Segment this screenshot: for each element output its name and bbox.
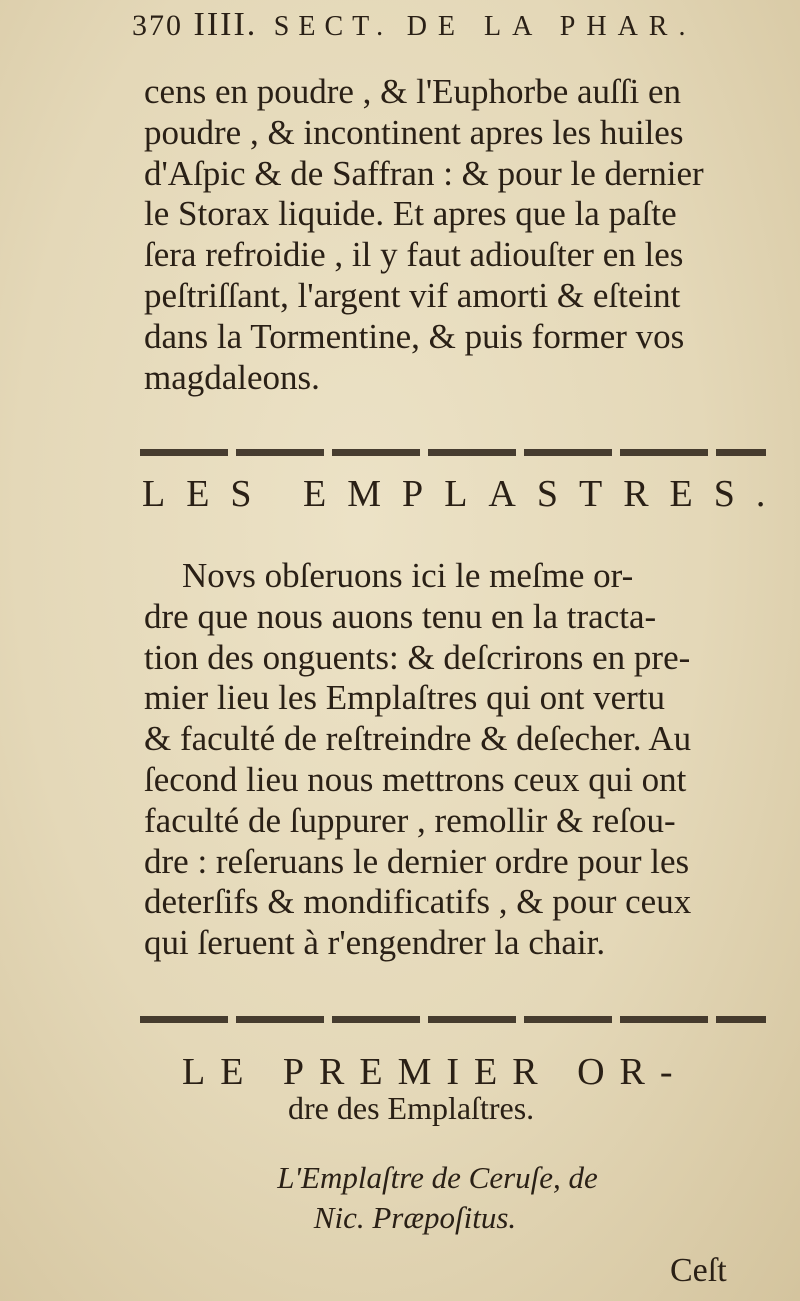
recipe-title-line: L'Emplaſtre de Ceruſe, de [277,1160,598,1195]
section-title: DE LA PHAR. [406,11,697,42]
recipe-title [0,1160,800,1236]
text-line: dre que nous auons tenu en la tracta- [144,596,657,636]
paragraph-intro [144,556,770,964]
page-number: 370 [132,9,183,42]
text-line: deterſifs & mondificatifs , & pour ceux [144,882,692,922]
subsection-heading: LE PREMIER OR- [182,1051,688,1093]
text-line: faculté de ſuppurer , remollir & reſou- [144,800,676,840]
recipe-title-line: Nic. Præpoſitus. [313,1200,517,1235]
ornamental-rule [140,1016,766,1023]
section-heading: LES EMPLASTRES. [142,473,787,515]
text-line: peſtriſſant, l'argent vif amorti & eſteint [144,275,681,315]
text-line: cens en poudre , & l'Euphorbe auſſi en [144,72,681,111]
subsection-heading-continued: dre des Emplaſtres. [288,1090,535,1126]
section-numeral: IIII. [193,6,258,43]
section-label: SECT. [273,11,393,42]
text-line: qui ſeruent à r'engendrer la chair. [144,923,606,963]
text-line: d'Aſpic & de Saffran : & pour le dernier [144,153,704,193]
text-line: ſera refroidie , il y faut adiouſter en les [144,235,684,275]
text-line: Novs obſeruons ici le meſme or- [182,556,634,595]
text-line: dre : reſeruans le dernier ordre pour les [144,841,690,881]
text-line: dans la Tormentine, & puis former vos [144,316,685,356]
text-line: mier lieu les Emplaſtres qui ont vertu [144,678,665,718]
ornamental-rule [140,449,766,456]
text-line: le Storax liquide. Et apres que la paſte [144,194,677,234]
text-line: & faculté de reſtreindre & deſecher. Au [144,719,692,759]
text-line: magdaleons. [144,357,320,397]
text-line: tion des onguents: & deſcrirons en pre- [144,637,691,677]
text-line: poudre , & incontinent apres les huiles [144,112,684,152]
text-line: ſecond lieu nous mettrons ceux qui ont [144,759,687,799]
catchword: Ceſt [670,1252,727,1289]
paragraph-continued [144,72,770,398]
running-header [132,6,782,44]
